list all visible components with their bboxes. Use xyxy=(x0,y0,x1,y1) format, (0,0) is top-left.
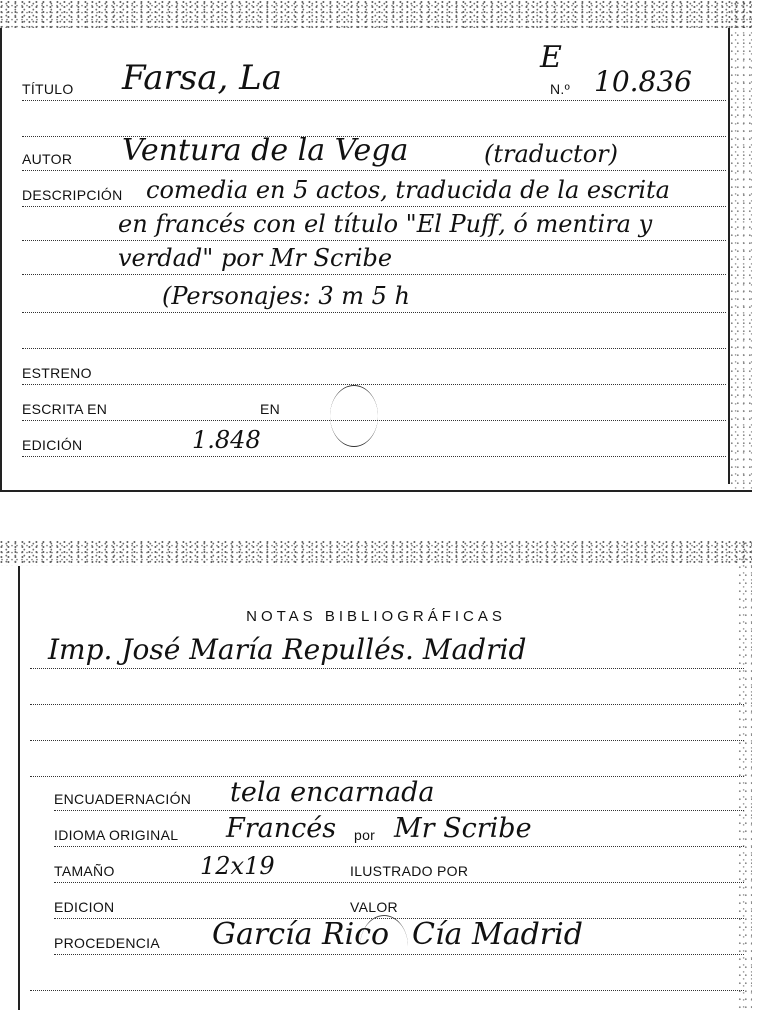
card-marker: E xyxy=(540,40,562,75)
notas-row xyxy=(30,633,744,669)
numero-label: N.º xyxy=(550,81,571,97)
edicion-label: EDICION xyxy=(54,899,115,915)
estreno-row xyxy=(22,360,726,385)
card-left-border xyxy=(18,566,20,1010)
edicion-row xyxy=(54,894,744,919)
descripcion-row-2 xyxy=(22,210,726,241)
edicion-label: EDICIÓN xyxy=(22,437,83,453)
tamano-label: TAMAÑO xyxy=(54,863,115,879)
blank-row xyxy=(30,752,744,777)
escrita-label: ESCRITA EN xyxy=(22,401,108,417)
idioma-label: IDIOMA ORIGINAL xyxy=(54,827,179,843)
encuadernacion-label: ENCUADERNACIÓN xyxy=(54,791,192,807)
blank-row xyxy=(22,324,726,349)
valor-label: VALOR xyxy=(350,899,398,915)
tamano-row xyxy=(54,852,744,883)
en-label: EN xyxy=(260,401,281,417)
autor-role: (traductor) xyxy=(484,140,618,168)
descripcion-line-4: (Personajes: 3 m 5 h xyxy=(162,282,410,310)
card-edge-texture xyxy=(0,540,752,566)
autor-value: Ventura de la Vega xyxy=(122,133,409,168)
procedencia-value: García Rico xyxy=(212,917,390,952)
tamano-value: 12x19 xyxy=(200,852,275,880)
por-label: por xyxy=(354,827,376,843)
card-left-border xyxy=(0,28,2,492)
catalog-card-top xyxy=(0,0,752,492)
notas-heading: NOTAS BIBLIOGRÁFICAS xyxy=(246,608,506,625)
encuadernacion-row xyxy=(54,777,744,811)
procedencia-label: PROCEDENCIA xyxy=(54,935,160,951)
estreno-label: ESTRENO xyxy=(22,365,92,381)
descripcion-label: DESCRIPCIÓN xyxy=(22,187,123,203)
card-edge-texture-right xyxy=(730,0,752,492)
titulo-row xyxy=(22,58,726,101)
encuadernacion-value: tela encarnada xyxy=(230,777,435,808)
autor-row xyxy=(22,133,726,171)
card-right-border xyxy=(728,28,730,484)
descripcion-row-3 xyxy=(22,244,726,275)
descripcion-line-3: verdad" por Mr Scribe xyxy=(118,244,393,272)
notas-line: Imp. José María Repullés. Madrid xyxy=(48,633,527,666)
blank-row xyxy=(30,716,744,741)
idioma-row xyxy=(54,813,744,847)
card-edge-texture xyxy=(0,0,752,28)
titulo-label: TÍTULO xyxy=(22,81,74,97)
catalog-card-bottom xyxy=(0,540,752,1010)
idioma-author: Mr Scribe xyxy=(394,813,532,844)
card-bottom-border xyxy=(0,490,752,492)
descripcion-line-2: en francés con el título "El Puff, ó mentira y xyxy=(118,210,653,238)
procedencia-value-2: Cía Madrid xyxy=(412,917,583,952)
descripcion-row xyxy=(22,176,726,207)
blank-row xyxy=(30,680,744,705)
punch-hole xyxy=(360,915,408,978)
descripcion-line-1: comedia en 5 actos, traducida de la escrita xyxy=(146,176,670,204)
ilustrado-label: ILUSTRADO POR xyxy=(350,863,469,879)
edicion-row xyxy=(22,426,726,457)
autor-label: AUTOR xyxy=(22,151,73,167)
edicion-value: 1.848 xyxy=(192,426,261,454)
numero-value: 10.836 xyxy=(594,65,692,98)
punch-hole xyxy=(330,385,378,447)
descripcion-row-4 xyxy=(22,282,726,313)
idioma-value: Francés xyxy=(226,813,337,844)
titulo-value: Farsa, La xyxy=(122,58,282,98)
